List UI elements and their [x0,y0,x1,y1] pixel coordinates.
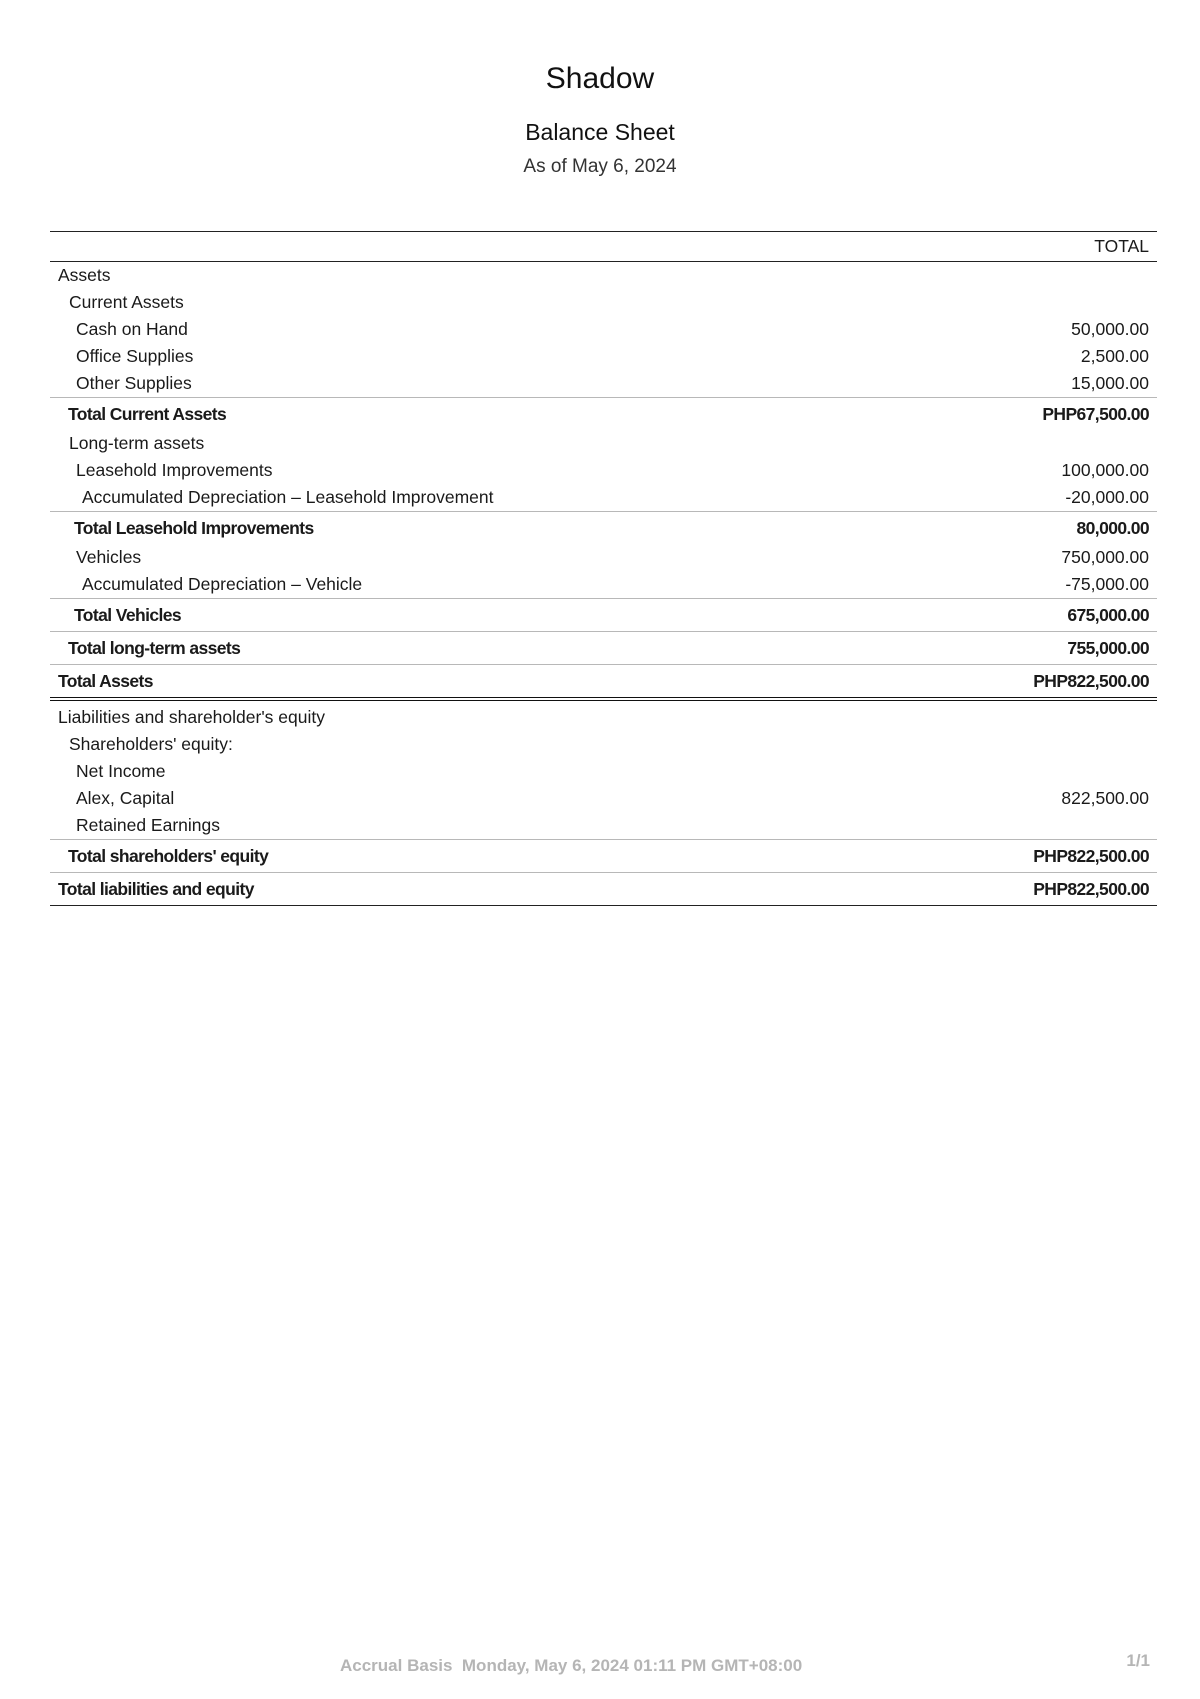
row-amount: PHP822,500.00 [1033,846,1149,866]
group-long-term-assets [50,430,1157,457]
footer-basis-timestamp: Accrual Basis Monday, May 6, 2024 01:11 PM GMT+08:00 [340,1656,803,1675]
balance-sheet-table [50,231,1157,906]
table-row [50,343,1157,370]
row-label: Retained Earnings [76,815,220,835]
row-label: Net Income [76,761,166,781]
row-amount: 750,000.00 [1061,547,1149,567]
row-label: Liabilities and shareholder's equity [58,707,325,727]
total-row-current-assets [50,397,1157,430]
row-amount: 15,000.00 [1071,373,1149,393]
row-label: Total Vehicles [74,605,182,625]
total-row-liabilities-equity [50,872,1157,906]
report-title: Balance Sheet [525,119,675,145]
total-row-long-term-assets [50,631,1157,664]
column-header-row [50,231,1157,262]
row-label: Total Current Assets [68,404,227,424]
row-label: Long-term assets [69,433,205,453]
row-label: Accumulated Depreciation – Vehicle [82,574,363,594]
row-amount: PHP822,500.00 [1033,879,1149,899]
row-label: Total shareholders' equity [68,846,269,866]
row-label: Accumulated Depreciation – Leasehold Improvement [82,487,494,507]
row-amount: 2,500.00 [1080,346,1149,366]
row-label: Alex, Capital [76,788,175,808]
table-row [50,758,1157,785]
table-row [50,316,1157,343]
row-amount: -75,000.00 [1065,574,1149,594]
report-date: As of May 6, 2024 [523,156,677,177]
row-label: Cash on Hand [76,319,188,339]
row-amount: PHP822,500.00 [1033,671,1149,691]
row-label: Vehicles [76,547,142,567]
row-label: Office Supplies [76,346,194,366]
row-label: Shareholders' equity: [69,734,233,754]
row-label: Leasehold Improvements [76,460,273,480]
row-amount: 100,000.00 [1061,460,1149,480]
table-row [50,544,1157,571]
table-row [50,370,1157,397]
row-amount: 675,000.00 [1067,605,1149,625]
row-label: Total long-term assets [68,638,241,658]
company-name: Shadow [545,62,655,95]
footer-page-number: 1/1 [1126,1651,1150,1670]
row-label: Total liabilities and equity [58,879,254,899]
row-label: Assets [58,265,111,285]
row-amount: 50,000.00 [1071,319,1149,339]
total-row-shareholders-equity [50,839,1157,872]
total-row-leasehold [50,511,1157,544]
total-row-vehicles [50,598,1157,631]
row-label: Total Assets [58,671,153,691]
table-row [50,484,1157,511]
section-liabilities-equity [50,704,1157,731]
table-row [50,457,1157,484]
row-amount: 80,000.00 [1076,518,1149,538]
column-header-total: TOTAL [1094,236,1149,256]
table-row [50,571,1157,598]
table-row [50,812,1157,839]
row-amount: PHP67,500.00 [1042,404,1149,424]
table-row [50,785,1157,812]
row-label: Total Leasehold Improvements [74,518,314,538]
group-shareholders-equity [50,731,1157,758]
row-amount: 755,000.00 [1067,638,1149,658]
row-label: Current Assets [69,292,184,312]
group-current-assets [50,289,1157,316]
row-amount: 822,500.00 [1061,788,1149,808]
total-row-assets [50,664,1157,701]
section-assets [50,262,1157,289]
row-label: Other Supplies [76,373,192,393]
row-amount: -20,000.00 [1065,487,1149,507]
